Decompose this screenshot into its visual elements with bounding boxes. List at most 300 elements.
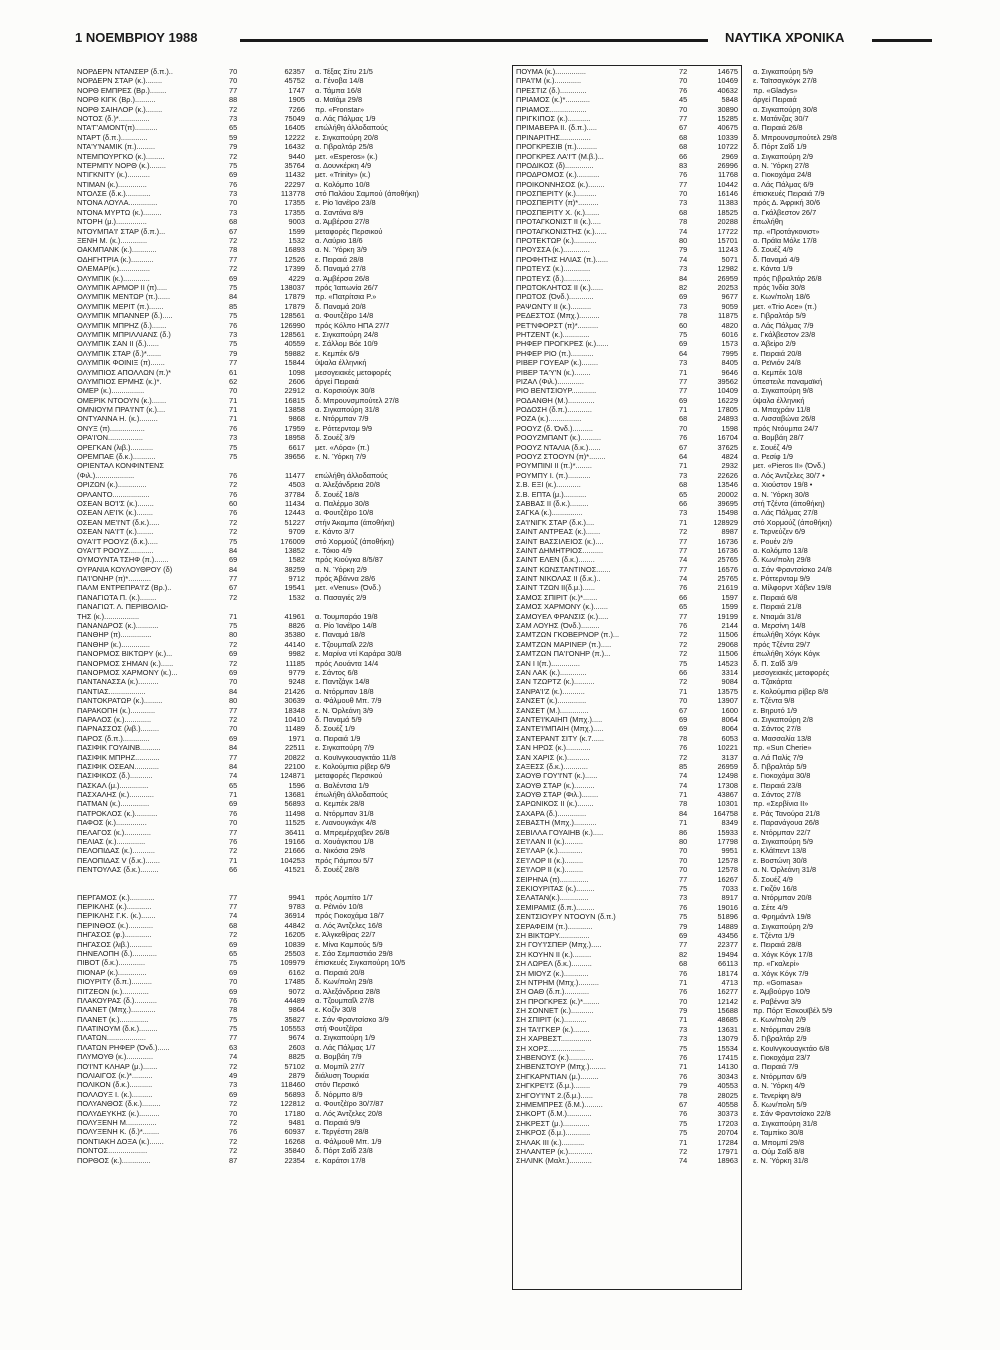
ship-row	[77, 461, 467, 470]
tonnage: 17399	[284, 264, 305, 274]
ship-row	[516, 668, 936, 677]
position-status: πρ. «Προτάγκονιστ»	[753, 226, 820, 236]
build-year: 45	[679, 95, 688, 105]
ship-row	[516, 255, 936, 264]
position-status: α. Τουμπαράο 19/8	[315, 611, 378, 621]
ship-row	[77, 602, 467, 611]
tonnage: 1596	[288, 780, 305, 790]
position-status: α. Λός Άντζελες 20/8	[315, 1108, 383, 1118]
ship-row	[77, 1043, 467, 1052]
build-year: 72	[679, 677, 688, 687]
tonnage: 51227	[284, 517, 305, 527]
build-year: 75	[679, 1128, 688, 1138]
tonnage: 17798	[717, 837, 738, 847]
ship-row	[516, 762, 936, 771]
position-status: α. Λαύριο 18/6	[315, 236, 363, 246]
ship-name: ΣΑΙΝΤ ΑΝΤΡΕΑΣ (κ.).......	[516, 527, 601, 537]
ship-name: ΡΙΟ ΒΕΝΤΣΙΟΥΡ............	[516, 386, 597, 396]
tonnage: 41521	[284, 865, 305, 875]
build-year: 71	[679, 977, 688, 987]
tonnage: 36914	[284, 911, 305, 921]
ship-row	[77, 236, 467, 245]
ship-name: ΣΗΛΑΝΤΕΡ (κ.)............	[516, 1146, 593, 1156]
position-status: στήν Άκαμπα (άποθήκη)	[315, 517, 395, 527]
tonnage: 9072	[288, 986, 305, 996]
ship-name: ΠΕΛΙΑΣ (κ.)..............	[77, 837, 146, 847]
ship-name: ΣΗΛΑΚ ΙΙΙ (κ.)...........	[516, 1137, 585, 1147]
ship-name: ΣΑΟΥΘ ΣΤΑΡ (κ.)..........	[516, 780, 595, 790]
tonnage: 15844	[284, 358, 305, 368]
position-status: μετ. «Pieros II» (Όνδ.)	[753, 461, 826, 471]
build-year: 77	[679, 611, 688, 621]
ship-row	[77, 405, 467, 414]
ship-name: ΣΑΝ ΗΡΩΣ (κ.)............	[516, 743, 591, 753]
tonnage: 4713	[721, 977, 738, 987]
position-status: δ. Παναμά 27/8	[315, 264, 366, 274]
ship-row	[77, 790, 467, 799]
position-status: πρός Λουάντα 14/4	[315, 658, 379, 668]
position-status: α. Γιοκοχάμα 24/8	[753, 170, 812, 180]
ship-name: ΠΙΒΟΤ (δ.κ.).............	[77, 958, 146, 968]
ship-name: ΟΡΕΜΠΑΕ (δ.κ.)...........	[77, 452, 156, 462]
ship-row	[516, 706, 936, 715]
position-status: α. Σαντάνα 8/9	[315, 207, 364, 217]
ship-name: ΝΟΡΘ ΚΙΓΚ (Βρ.)..........	[77, 95, 156, 105]
ship-name: ΠΑΤΡΟΚΛΟΣ (κ.)...........	[77, 808, 158, 818]
ship-row	[516, 527, 936, 536]
ship-name: ΣΕΜΙΡΑΜΙΣ (δ.π.).........	[516, 902, 595, 912]
position-status: α. Σέτε 4/9	[753, 902, 788, 912]
issue-date: 1 ΝΟΕΜΒΡΙΟΥ 1988	[75, 30, 198, 45]
position-status: ε. Παναμά 18/8	[315, 630, 365, 640]
position-status: ε. Ματάνζας 30/7	[753, 113, 809, 123]
position-status: α. Μίλφορντ Χάβεν 19/8	[753, 583, 832, 593]
ship-name: ΣΕ'Ι'ΛΟΡ ΙΙ (κ.).........	[516, 855, 584, 865]
build-year: 65	[229, 123, 238, 133]
position-status: α. Ν. Όρλεάνη 31/8	[753, 865, 817, 875]
tonnage: 43867	[717, 790, 738, 800]
ship-name: ΠΑΣΚΑΛ (μ.)..............	[77, 780, 149, 790]
ship-name: ΣΗΚΡΕΣΤ (μ.).............	[516, 1118, 590, 1128]
ship-row	[516, 621, 936, 630]
build-year: 74	[679, 555, 688, 565]
ship-row	[516, 574, 936, 583]
ship-row	[516, 640, 936, 649]
tonnage: 3137	[721, 752, 738, 762]
ship-row	[516, 931, 936, 940]
build-year: 68	[229, 217, 238, 227]
ship-name: ΣΑΝΤΕ'Ι'ΚΑΙΗΠ (Μπχ.).....	[516, 714, 603, 724]
tonnage: 22100	[284, 761, 305, 771]
build-year: 71	[229, 790, 238, 800]
build-year: 69	[229, 967, 238, 977]
left-ship-list	[77, 67, 467, 1165]
ship-row	[516, 1138, 936, 1147]
tonnage: 128561	[280, 329, 305, 339]
build-year: 60	[679, 320, 688, 330]
ship-name: ΠΑΣΧΑΛΗΣ (κ.)............	[77, 790, 154, 800]
ship-name: ΡΙΖΑΛ (Φιλ.).............	[516, 376, 584, 386]
build-year: 72	[229, 264, 238, 274]
ship-row	[516, 1034, 936, 1043]
ship-row	[516, 86, 936, 95]
position-status: α. Βομβάη 7/9	[315, 1052, 362, 1062]
ship-name: ΠΑΡΑΛΟΣ (κ.).............	[77, 714, 152, 724]
ship-row	[77, 893, 467, 902]
tonnage: 9941	[288, 892, 305, 902]
position-status: ε. Μίνα Καμπούς 5/9	[315, 939, 383, 949]
build-year: 76	[679, 987, 688, 997]
build-year: 76	[679, 902, 688, 912]
tonnage: 40558	[717, 1099, 738, 1109]
ship-name: ΠΛΥΜΟΥΘ (κ.).............	[77, 1052, 154, 1062]
ship-row	[516, 1025, 936, 1034]
tonnage: 21666	[284, 846, 305, 856]
header-rule-end	[872, 39, 932, 42]
position-status: α. Μπρεμέρχαβεν 26/8	[315, 827, 390, 837]
ship-name: ΡΟΟΥΖ (δ. Όνδ.)..........	[516, 423, 593, 433]
tonnage: 17879	[284, 292, 305, 302]
position-status: α. Μπαχράιν 11/8	[753, 405, 811, 415]
build-year: 75	[229, 621, 238, 631]
build-year: 77	[229, 705, 238, 715]
position-status: ε. Σουέζ 4/9	[753, 442, 793, 452]
position-status: δ. Παναμά 4/9	[753, 254, 800, 264]
tonnage: 20288	[717, 217, 738, 227]
position-status: ε. Τζέντα 9/8	[753, 696, 795, 706]
ship-name: ΠΡΑ'Ι'Μ (κ.).............	[516, 76, 582, 86]
ship-name: ΟΛΥΜΠΙΟΣ ΑΠΟΛΛΩΝ (π.)*	[77, 367, 172, 377]
ship-name: ΝΤΟΝΑ ΛΟΥΛΑ..............	[77, 198, 158, 208]
ship-name: ΣΗ ΚΟΥΗΝ ΙΙ (κ.).........	[516, 949, 592, 959]
position-status: ε. Γκιζόν 16/8	[753, 883, 797, 893]
ship-row	[516, 922, 936, 931]
ship-row	[516, 555, 936, 564]
ship-row	[516, 311, 936, 320]
build-year: 69	[679, 724, 688, 734]
position-status: επώλήθη άλλοδαπούς	[315, 470, 388, 480]
ship-name: ΠΛΑΚΟΥΡΑΣ (δ.)...........	[77, 995, 157, 1005]
build-year: 69	[229, 799, 238, 809]
position-status: α. Μομπίλ 27/7	[315, 1061, 365, 1071]
build-year: 86	[679, 827, 688, 837]
tonnage: 19541	[284, 583, 305, 593]
tonnage: 12526	[284, 254, 305, 264]
position-status: πρός Γιάμπου 5/7	[315, 855, 374, 865]
ship-row	[516, 490, 936, 499]
build-year: 77	[679, 874, 688, 884]
ship-row	[516, 471, 936, 480]
build-year: 68	[679, 132, 688, 142]
ship-name: ΣΕΝΤΣΙΟΥΡΥ ΝΤΟΟΥΝ (δ.π.)	[516, 912, 616, 922]
position-status: ε. Ραβέννα 3/9	[753, 996, 802, 1006]
build-year: 69	[229, 733, 238, 743]
position-status: α. Άμβέρσα 26/8	[315, 273, 370, 283]
build-year: 67	[679, 442, 688, 452]
tonnage: 9481	[288, 1117, 305, 1127]
ship-row	[516, 499, 936, 508]
ship-row	[516, 940, 936, 949]
tonnage: 14889	[717, 921, 738, 931]
ship-name: ΝΟΤΟΣ (δ.)*...............	[77, 113, 150, 123]
position-status: ε. Πειραιά 28/8	[753, 940, 802, 950]
position-status: α. Κεμπέκ 10/8	[753, 367, 803, 377]
build-year: 75	[229, 1024, 238, 1034]
tonnage: 19199	[717, 611, 738, 621]
position-status: πρός Τζέντα 29/7	[753, 639, 811, 649]
ship-row	[516, 781, 936, 790]
ship-row	[77, 1005, 467, 1014]
position-status: α. Λάς Πάλμας 1/7	[315, 1042, 376, 1052]
position-status: δ. Σουέζ 1/9	[315, 724, 355, 734]
tonnage: 21619	[717, 583, 738, 593]
position-status: δ. Γιβραλτάρ 2/9	[753, 1034, 807, 1044]
tonnage: 1098	[288, 367, 305, 377]
position-status: α. Άμβέρσα 27/8	[315, 217, 370, 227]
build-year: 69	[229, 986, 238, 996]
tonnage: 39562	[717, 376, 738, 386]
ship-name: ΝΤΕΜΠΟΥΡΓΚΟ (κ.).........	[77, 151, 165, 161]
position-status: α. Σιγκαπούρη 5/9	[753, 67, 813, 76]
position-status: μεταφορές Περσικού	[315, 771, 383, 781]
build-year: 77	[679, 940, 688, 950]
ship-name: ΟΝΤΥΑΝΝΑ Η. (κ.).........	[77, 414, 158, 424]
tonnage: 105553	[280, 1024, 305, 1034]
build-year: 72	[679, 1146, 688, 1156]
tonnage: 29068	[717, 639, 738, 649]
tonnage: 25503	[284, 948, 305, 958]
ship-row	[77, 433, 467, 442]
position-status: α. Μαϊάμι 29/8	[315, 95, 363, 105]
ship-name: ΠΛΑΤΩΝ...................	[77, 1033, 146, 1043]
tonnage: 7995	[721, 348, 738, 358]
ship-row	[77, 292, 467, 301]
ship-name: ΞΕΝΗ Μ. (κ.).............	[77, 236, 148, 246]
build-year: 71	[229, 414, 238, 424]
build-year: 72	[229, 1061, 238, 1071]
tonnage: 12142	[717, 996, 738, 1006]
build-year: 71	[679, 790, 688, 800]
ship-row	[516, 236, 936, 245]
ship-name: ΟΡΛΑΝΤΟ..................	[77, 489, 150, 499]
ship-name: ΟΛΥΜΠΙΚ ΣΤΑΡ (δ.)*.......	[77, 348, 162, 358]
tonnage: 17485	[284, 977, 305, 987]
build-year: 78	[679, 311, 688, 321]
ship-name: ΝΤΟΡΗ (μ.)...............	[77, 217, 147, 227]
position-status: α. Άβείρο 2/9	[753, 339, 796, 349]
ship-row	[77, 1137, 467, 1146]
position-status: α. Πειραιά 20/8	[315, 967, 365, 977]
build-year: 72	[679, 630, 688, 640]
build-year: 72	[229, 527, 238, 537]
ship-row	[516, 358, 936, 367]
ship-name: ΣΕΒΙΛΛΑ ΓΟΥΑΙΗΒ (κ.).....	[516, 827, 604, 837]
ship-name: ΣΗΓΚΑΡΝΤΙΑΝ (μ.).........	[516, 1071, 599, 1081]
build-year: 84	[229, 743, 238, 753]
position-status: ε. Ρίο Ίανέϊρο 23/8	[315, 198, 376, 208]
ship-row	[77, 386, 467, 395]
tonnage: 8064	[721, 714, 738, 724]
ship-row	[516, 189, 936, 198]
position-status: α. Πειραιά 26/8	[753, 123, 803, 133]
build-year: 72	[229, 1146, 238, 1156]
ship-name: ΟΡΑ'Ι'ΟΝ.................	[77, 433, 143, 443]
position-status: πρός Κόλπο ΗΠΑ 27/7	[315, 320, 390, 330]
ship-row	[77, 968, 467, 977]
ship-row	[77, 302, 467, 311]
build-year: 77	[679, 564, 688, 574]
ship-row	[77, 1071, 467, 1080]
ship-row	[77, 76, 467, 85]
ship-name: ΠΡΟΣΠΕΡΙΤΥ Χ. (κ.).......	[516, 207, 600, 217]
build-year: 72	[679, 649, 688, 659]
position-status: ε. Ντιαμάι 31/8	[753, 611, 802, 621]
tonnage: 1971	[288, 733, 305, 743]
tonnage: 20704	[717, 1128, 738, 1138]
tonnage: 164758	[713, 808, 738, 818]
position-status: α. Φάλμουθ Μπ. 7/9	[315, 696, 382, 706]
tonnage: 8825	[288, 1052, 305, 1062]
tonnage: 15498	[717, 508, 738, 518]
position-status: στόν Περσικό	[315, 1080, 360, 1090]
build-year: 65	[679, 489, 688, 499]
position-status: α. Χουάγκπου 1/8	[315, 837, 374, 847]
build-year: 69	[229, 649, 238, 659]
tonnage: 62357	[284, 67, 305, 76]
header-rule	[240, 39, 708, 42]
ship-name: ΣΗΚΟΡΤ (δ.Μ.)............	[516, 1109, 592, 1119]
ship-name: ΝΤΙΜΑΝ (κ.)..............	[77, 179, 147, 189]
build-year: 76	[229, 837, 238, 847]
position-status: πρ. «Gladys»	[753, 85, 798, 95]
tonnage: 10410	[284, 714, 305, 724]
position-status: δ. Πόρτ Σαΐδ 1/9	[753, 142, 807, 152]
tonnage: 22297	[284, 179, 305, 189]
ship-row	[516, 912, 936, 921]
tonnage: 40559	[284, 339, 305, 349]
tonnage: 9059	[721, 301, 738, 311]
ship-row	[516, 227, 936, 236]
tonnage: 6016	[721, 329, 738, 339]
build-year: 73	[679, 893, 688, 903]
build-year: 76	[679, 968, 688, 978]
build-year: 65	[229, 948, 238, 958]
tonnage: 9084	[721, 677, 738, 687]
build-year: 77	[679, 536, 688, 546]
ship-row	[516, 142, 936, 151]
position-status: ε. Κάντο 3/7	[315, 527, 355, 537]
position-status: α. Άλεξάνδρεια 28/8	[315, 986, 380, 996]
build-year: 72	[229, 151, 238, 161]
ship-name: ΣΑΝΣΕΤ (κ.)..............	[516, 696, 587, 706]
position-status: στό Χορμούζ (άποθήκη)	[753, 517, 832, 527]
tonnage: 122812	[280, 1099, 305, 1109]
tonnage: 11768	[717, 170, 738, 180]
position-status: α. Σιγκαπούρη 2/9	[753, 151, 813, 161]
ship-row	[516, 837, 936, 846]
ship-name: ΣΑΙΝΤ ΚΩΝΣΤΑΝΤΙΝΟΣ.......	[516, 564, 611, 574]
ship-name: ΣΗ ΓΟΥ'Ι'ΣΠΕΡ (Μπχ.).....	[516, 940, 602, 950]
build-year: 76	[679, 433, 688, 443]
position-status: ε. Ντόρμπαν 22/7	[753, 827, 811, 837]
position-status: α. Νικόσια 29/8	[315, 846, 365, 856]
position-status: α. Σιγκαπούρη 2/9	[753, 921, 813, 931]
build-year: 75	[229, 452, 238, 462]
tonnage: 17879	[284, 301, 305, 311]
ship-row	[77, 86, 467, 95]
tonnage: 22912	[284, 386, 305, 396]
ship-row	[516, 753, 936, 762]
tonnage: 30890	[717, 104, 738, 114]
ship-name: ΠΗΝΕΛΟΠΗ (δ.)............	[77, 948, 157, 958]
tonnage: 22377	[717, 940, 738, 950]
build-year: 75	[679, 329, 688, 339]
build-year: 70	[679, 423, 688, 433]
build-year: 59	[229, 132, 238, 142]
tonnage: 1598	[721, 423, 738, 433]
ship-name: ΠΛΑΝΕΤ (κ.)..............	[77, 1014, 149, 1024]
ship-row	[77, 330, 467, 339]
ship-name: ΠΑΣΙΦΙΚ ΓΟΥΑΙΝΒ..........	[77, 743, 161, 753]
ship-row	[77, 471, 467, 480]
tonnage: 6617	[288, 442, 305, 452]
ship-name: ΣΕΛΑΤΑΝ(κ.)..............	[516, 893, 589, 903]
tonnage: 19016	[717, 902, 738, 912]
ship-row	[516, 283, 936, 292]
ship-row	[77, 133, 467, 142]
build-year: 70	[229, 818, 238, 828]
ship-row	[77, 217, 467, 226]
ship-row	[77, 921, 467, 930]
position-status: έπωλήθη Χόγκ Κόγκ	[753, 649, 820, 659]
tonnage: 12578	[717, 855, 738, 865]
tonnage: 126990	[280, 320, 305, 330]
ship-row	[516, 583, 936, 592]
ship-name: ΣΑΞΕΣΣ (δ.κ.)............	[516, 761, 588, 771]
ship-row	[77, 574, 467, 583]
position-status: μετ. «Λόρα» (π.)	[315, 442, 370, 452]
build-year: 75	[679, 658, 688, 668]
tonnage: 1905	[288, 95, 305, 105]
ship-row	[77, 612, 467, 621]
position-status: α. Κουϊνγκουαγκτάο 11/8	[315, 752, 396, 762]
ship-name: ΠΑ'Ι'ΟΝΗΡ (π)*...........	[77, 574, 151, 584]
position-status: α. Πειραιά 1/9	[315, 733, 361, 743]
build-year: 63	[229, 1042, 238, 1052]
build-year: 71	[679, 405, 688, 415]
position-status: α. Κολόμπο 10/8	[315, 179, 370, 189]
tonnage: 16205	[284, 930, 305, 940]
position-status: ε. Καράτσι 17/8	[315, 1155, 366, 1165]
ship-row	[77, 734, 467, 743]
ship-name: ΠΑΝΤΑΝΑΣΣΑ (κ.)..........	[77, 677, 159, 687]
ship-name: ΠΙΟΝΑΡ (κ.)..............	[77, 967, 147, 977]
ship-name: ΟΜΕΡΙΚ ΝΤΟΟΥΝ (κ.).......	[77, 395, 167, 405]
tonnage: 44489	[284, 995, 305, 1005]
ship-row	[77, 724, 467, 733]
build-year: 71	[679, 1137, 688, 1147]
ship-row	[516, 1015, 936, 1024]
ship-name: ΟΛΥΜΠΙΚ (κ.).............	[77, 273, 150, 283]
ship-name: ΡΙΒΕΡ ΤΑ'Υ'Ν (κ.)........	[516, 367, 591, 377]
ship-row	[516, 743, 936, 752]
ship-name: ΠΕΝΤΟΥΛΑΣ (δ.κ.).........	[77, 865, 159, 875]
ship-name: ΣΑΜΤΖΩΝ ΠΑ'Ι'ΟΝΗΡ (π.)...	[516, 649, 611, 659]
tonnage: 8349	[721, 818, 738, 828]
ship-row	[77, 255, 467, 264]
position-status: α. Χιούστον 19/8 •	[753, 480, 813, 490]
position-status: α. Γκάλβεστον 26/7	[753, 207, 817, 217]
